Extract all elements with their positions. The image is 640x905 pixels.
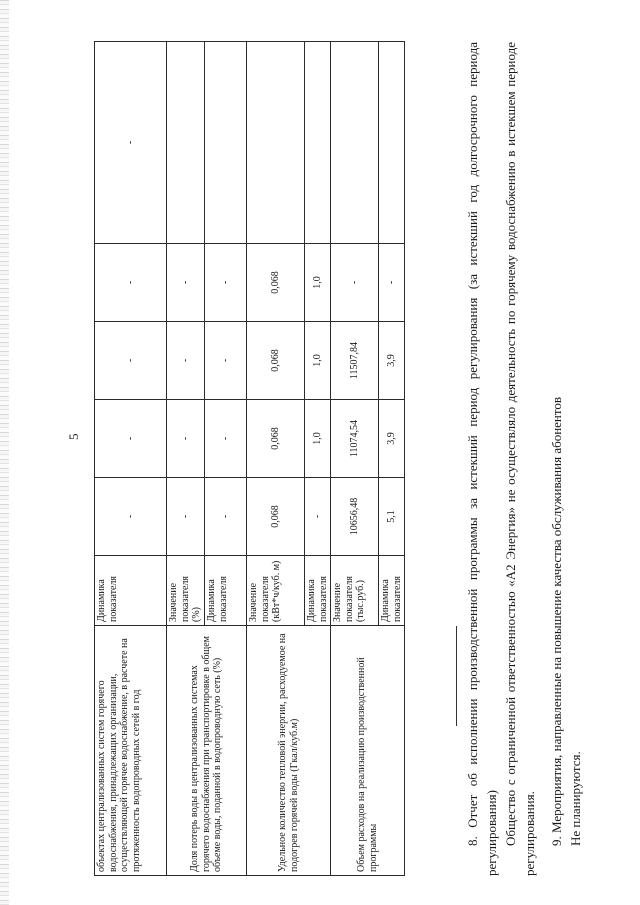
value-cell: 11507,84: [331, 322, 379, 400]
value-cell: 1,0: [305, 400, 331, 478]
indicator-title: Объем расходов на реализацию производственной программы: [331, 626, 405, 876]
section-9-body: Не планируются.: [568, 751, 583, 846]
indicator-label: Значение показателя (%): [167, 556, 205, 626]
value-cell: -: [305, 478, 331, 556]
value-cell: -: [379, 244, 405, 322]
value-cell: -: [95, 322, 167, 400]
section-9-heading: 9. Мероприятия, направленные на повышение качества обслуживания абонентов: [549, 396, 564, 846]
value-cell: 1,0: [305, 322, 331, 400]
indicator-title: Удельное количество тепловой энергии, расходуемое на подогрев горячей воды (Гкал/куб.м): [247, 626, 331, 876]
section-8-body: Общество с ограниченной ответственностью «А2 Энергия» не осуществляло деятельность по горячему водоснабжению в истекшем периоде регулирования.: [503, 42, 537, 876]
value-cell: 0,068: [247, 400, 305, 478]
value-cell: 0,068: [247, 478, 305, 556]
value-cell: -: [167, 400, 205, 478]
value-cell: -: [95, 244, 167, 322]
value-cell: 3,9: [379, 400, 405, 478]
value-cell: -: [167, 244, 205, 322]
indicator-table: [94, 41, 405, 876]
divider: [456, 626, 457, 726]
value-cell: -: [95, 42, 167, 244]
table-row: [331, 42, 379, 876]
value-cell: 3,9: [379, 322, 405, 400]
table-row: [247, 42, 305, 876]
indicator-title: Доля потерь воды в централизованных системах горячего водоснабжения при транспортировке в общем объеме воды, поданной в водопроводную сеть (%): [167, 626, 247, 876]
table-row: [95, 42, 167, 876]
scan-edge: [0, 0, 9, 905]
value-cell: 10656,48: [331, 478, 379, 556]
value-cell: -: [205, 400, 247, 478]
value-cell: -: [95, 478, 167, 556]
indicator-label: Динамика показателя: [95, 556, 167, 626]
indicator-title: объектах централизованных систем горячего водоснабжения, принадлежащих организации, осуществляющей горячее водоснабжение, в расчете на протяженность водопроводных сетей в год: [95, 626, 167, 876]
rotated-page-content: [94, 42, 583, 876]
value-cell: 0,068: [247, 244, 305, 322]
value-cell: 0,068: [247, 322, 305, 400]
value-cell: -: [205, 322, 247, 400]
value-cell: [247, 42, 305, 244]
value-cell: -: [167, 322, 205, 400]
value-cell: -: [95, 400, 167, 478]
value-cell: 1,0: [305, 244, 331, 322]
table-row: [167, 42, 205, 876]
value-cell: [167, 42, 205, 244]
value-cell: [379, 42, 405, 244]
value-cell: -: [205, 478, 247, 556]
indicator-label: Динамика показателя: [205, 556, 247, 626]
indicator-label: Значение показателя (кВт*ч/куб. м): [247, 556, 305, 626]
indicator-label: Значение показателя (тыс.руб.): [331, 556, 379, 626]
value-cell: 11074,54: [331, 400, 379, 478]
section-8-heading: 8. Отчет об исполнении производственной программы за истекший период регулирования (за истекший год долгосрочного периода регулирования): [465, 42, 499, 876]
value-cell: [305, 42, 331, 244]
page-number: 5: [66, 433, 81, 440]
value-cell: -: [167, 478, 205, 556]
value-cell: [331, 42, 379, 244]
value-cell: -: [331, 244, 379, 322]
report-text: [454, 42, 585, 876]
value-cell: 5,1: [379, 478, 405, 556]
value-cell: [205, 42, 247, 244]
indicator-label: Динамика показателя: [379, 556, 405, 626]
value-cell: -: [205, 244, 247, 322]
indicator-label: Динамика показателя: [305, 556, 331, 626]
